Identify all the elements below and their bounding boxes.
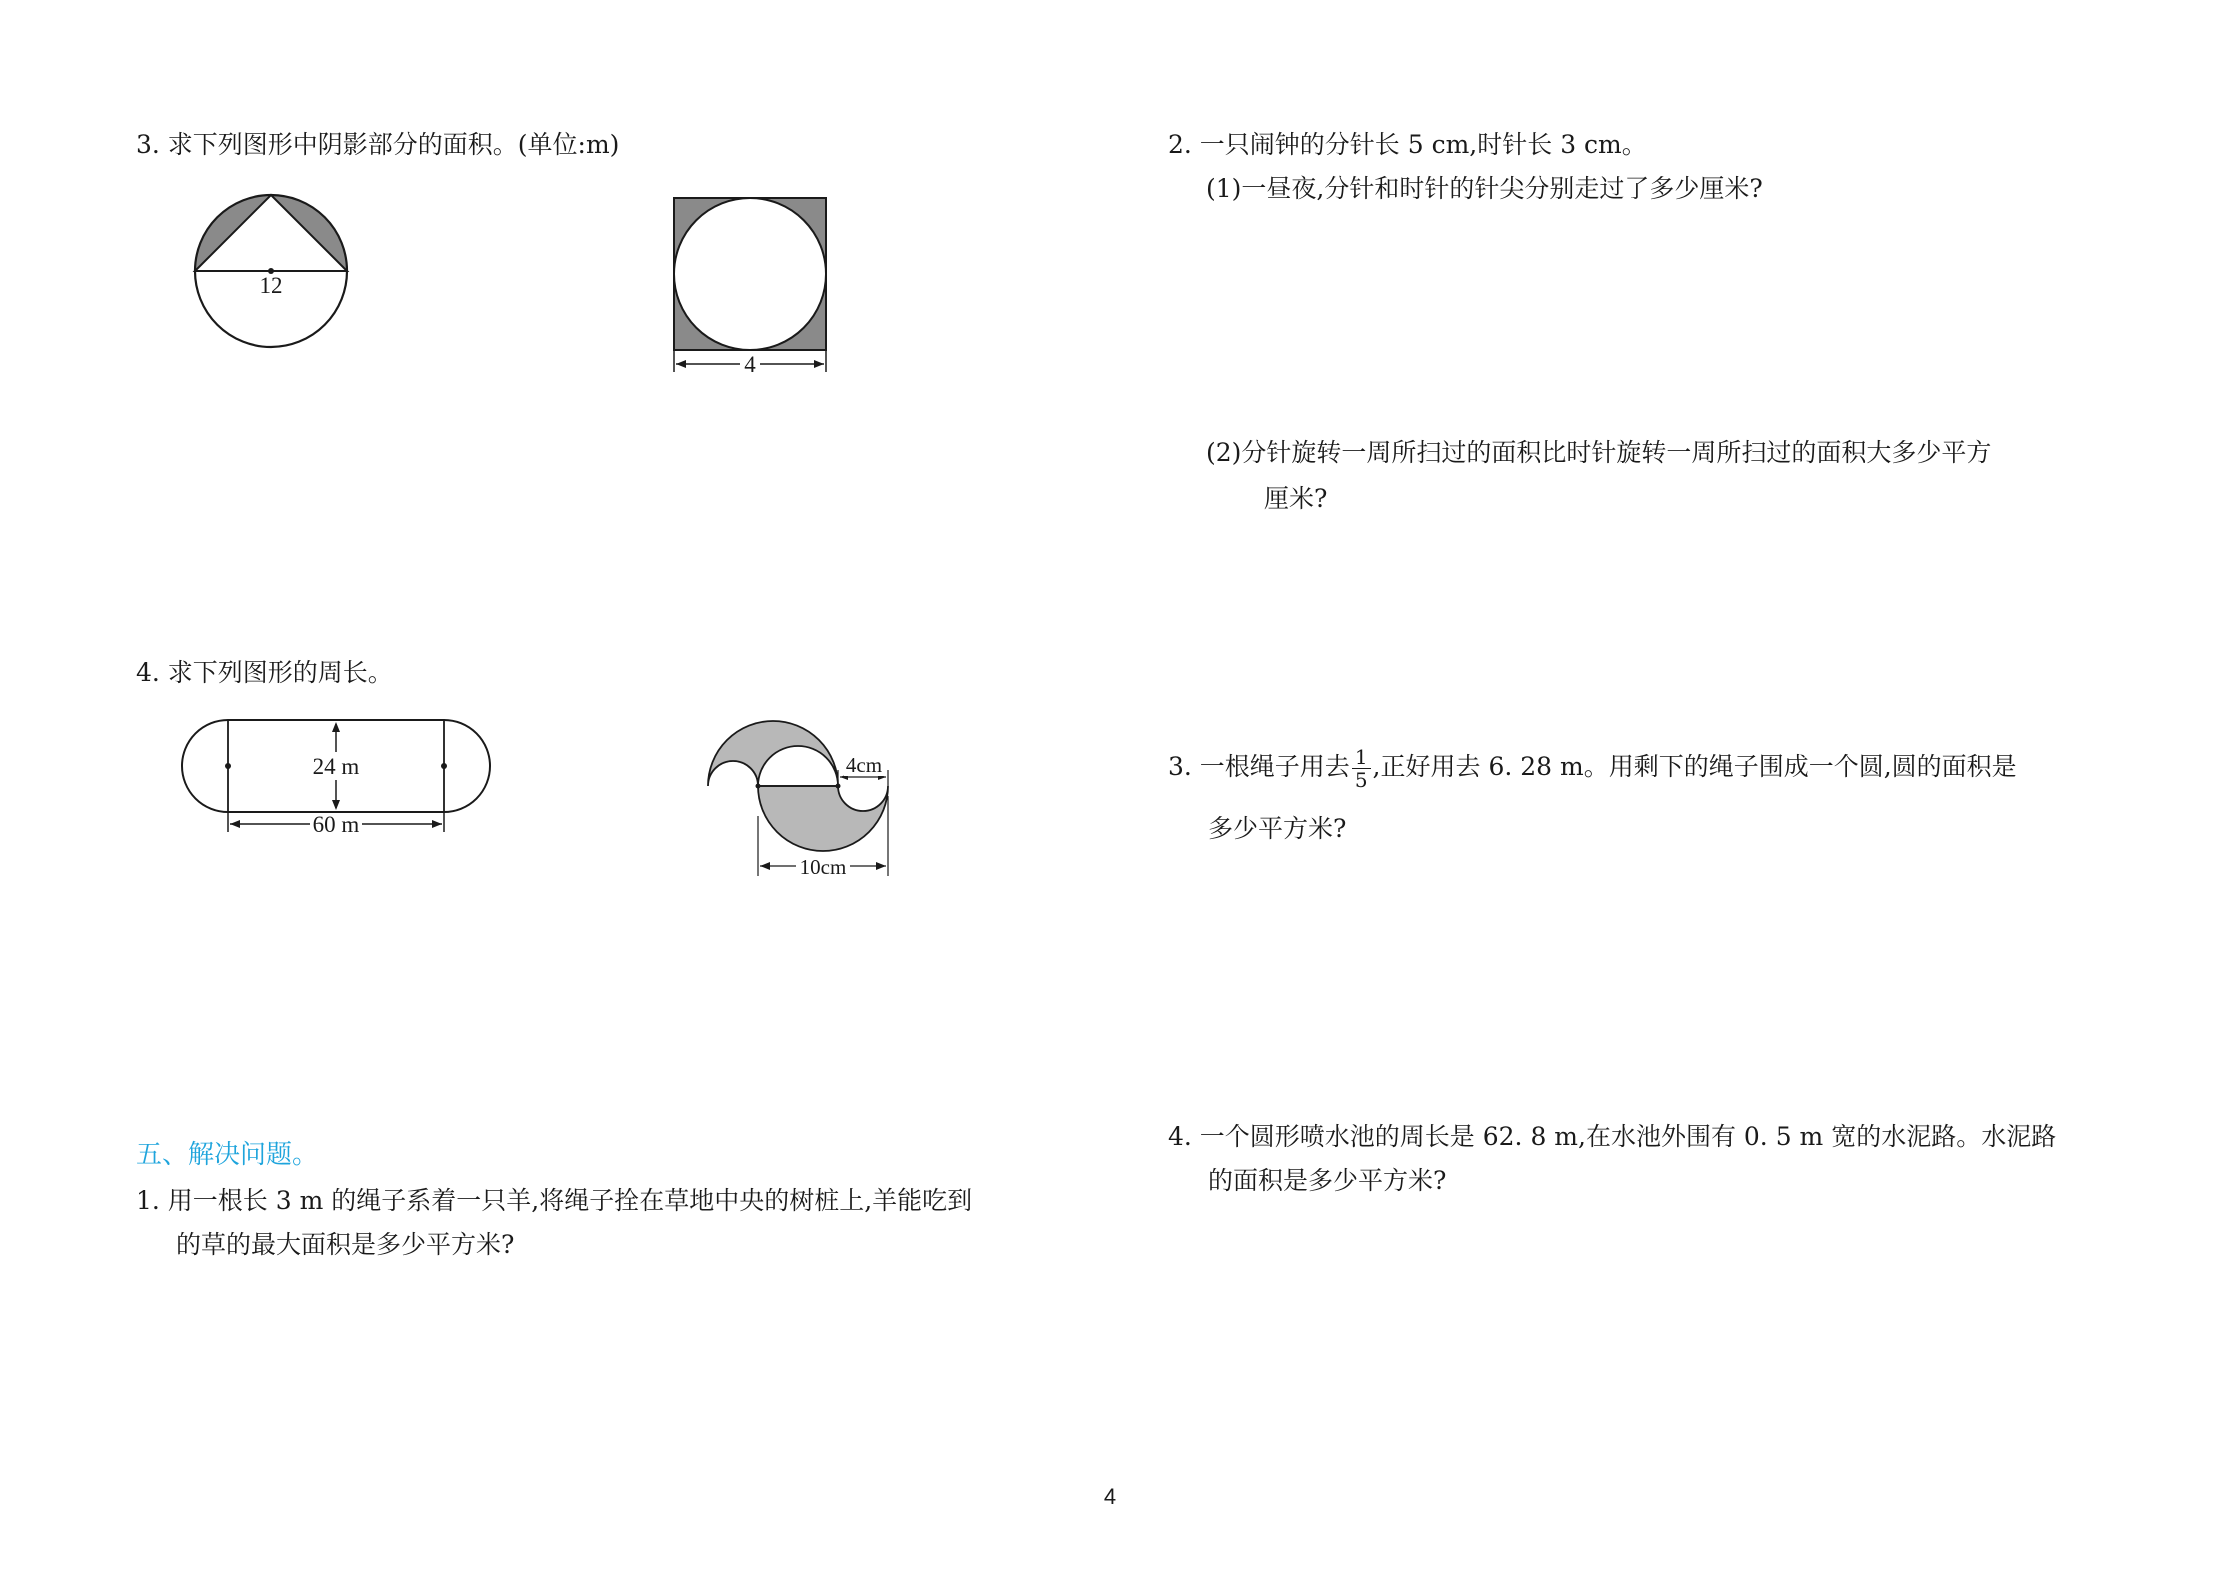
fraction-one-fifth: [1352, 746, 1371, 791]
problem-3-line-2: 多少平方米?: [1208, 814, 1347, 843]
fraction-denominator: 5: [1354, 768, 1368, 792]
problem-2-sub-1: (1)一昼夜,分针和时针的针尖分别走过了多少厘米?: [1206, 174, 1763, 203]
question-3-text: 3. 求下列图形中阴影部分的面积。(单位:m): [136, 130, 620, 159]
problem-4-line-1: 4. 一个圆形喷水池的周长是 62. 8 m,在水池外围有 0. 5 m 宽的水泥路。水泥路: [1168, 1122, 2057, 1151]
problem-2-line-1: 2. 一只闹钟的分针长 5 cm,时针长 3 cm。: [1168, 130, 1647, 159]
figure-label-10cm: 10cm: [799, 855, 847, 879]
question-4-text: 4. 求下列图形的周长。: [136, 658, 393, 687]
figure-s-shape: [700, 716, 900, 896]
problem-3-text-before: 3. 一根绳子用去: [1168, 752, 1350, 781]
figure-label-4cm: 4cm: [845, 753, 883, 777]
figure-label-12: 12: [259, 273, 283, 298]
figure-circle-in-square: [672, 196, 832, 376]
problem-4-line-2: 的面积是多少平方米?: [1208, 1166, 1447, 1195]
figure-label-24m: 24 m: [312, 754, 360, 779]
figure-circle-triangle: [190, 190, 360, 360]
figure-label-4: 4: [744, 352, 756, 377]
section-5-heading: 五、解决问题。: [136, 1140, 319, 1170]
problem-1-line-2: 的草的最大面积是多少平方米?: [176, 1230, 515, 1259]
figure-stadium: [180, 716, 500, 836]
fraction-numerator: 1: [1352, 746, 1371, 769]
problem-3-text-after: ,正好用去 6. 28 m。用剩下的绳子围成一个圆,圆的面积是: [1372, 752, 2017, 781]
problem-2-sub-2-line-2: 厘米?: [1264, 484, 1328, 513]
figure-label-60m: 60 m: [312, 812, 360, 837]
page-number: 4: [1103, 1484, 1117, 1509]
problem-3-line-1: [1168, 746, 2017, 791]
problem-2-sub-2-line-1: (2)分针旋转一周所扫过的面积比时针旋转一周所扫过的面积大多少平方: [1206, 438, 1992, 467]
problem-1-line-1: 1. 用一根长 3 m 的绳子系着一只羊,将绳子拴在草地中央的树桩上,羊能吃到: [136, 1186, 973, 1215]
